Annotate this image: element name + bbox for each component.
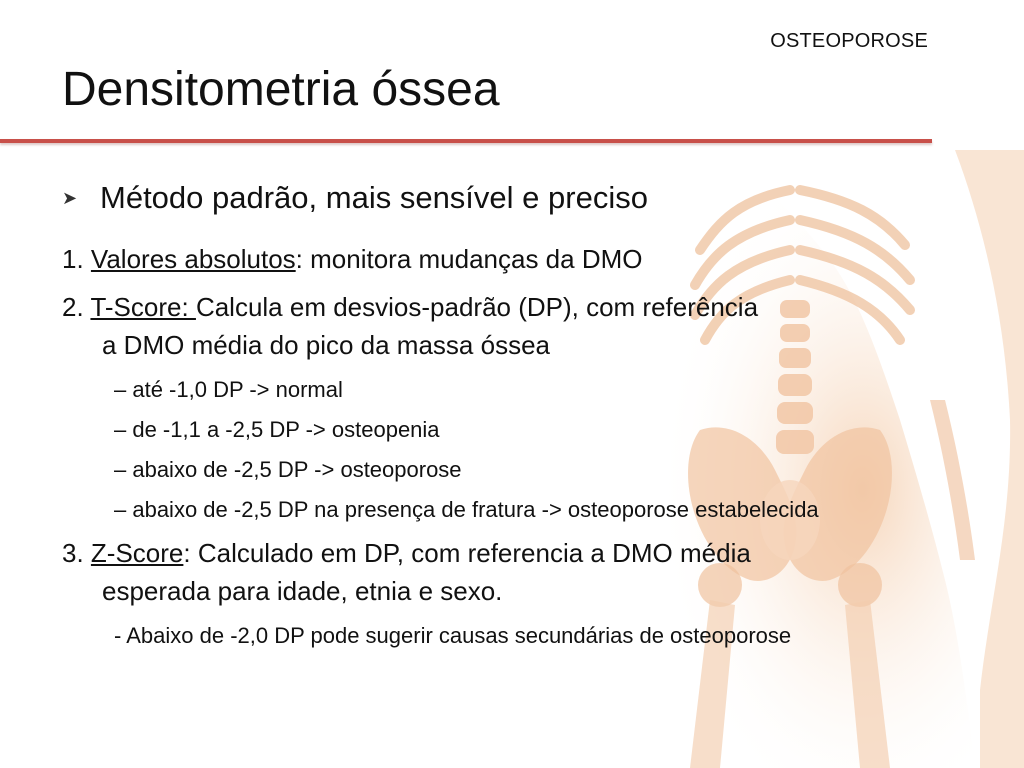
z-score-note: - Abaixo de -2,0 DP pode sugerir causas secundárias de osteoporose — [114, 623, 792, 648]
item-number: 1. — [62, 244, 84, 274]
item-t-score-continuation: a DMO média do pico da massa óssea — [102, 330, 550, 360]
item-term: Valores absolutos — [90, 244, 296, 274]
t-score-subitem: – até -1,0 DP -> normal — [114, 377, 343, 402]
arrow-bullet-icon: ➤ — [62, 187, 78, 208]
item-text: : Calculado em DP, com referencia a DMO média — [183, 538, 751, 568]
item-number: 2. — [62, 292, 84, 322]
t-score-subitem: – abaixo de -2,5 DP -> osteoporose — [114, 457, 462, 482]
item-term: T-Score: — [90, 292, 196, 322]
slide-content — [62, 180, 962, 662]
main-bullet — [62, 180, 962, 216]
t-score-subitem: – de -1,1 a -2,5 DP -> osteopenia — [114, 417, 440, 442]
item-t-score — [62, 290, 962, 324]
item-number: 3. — [62, 538, 84, 568]
item-term: Z-Score — [90, 538, 184, 568]
item-text: : monitora mudanças da DMO — [295, 244, 643, 274]
slide-title: Densitometria óssea — [62, 63, 500, 116]
item-z-score-continuation: esperada para idade, etnia e sexo. — [102, 576, 503, 606]
item-text: Calcula em desvios-padrão (DP), com referência — [195, 292, 759, 322]
t-score-subitem: – abaixo de -2,5 DP na presença de fratura -> osteoporose estabelecida — [114, 497, 819, 522]
title-divider — [0, 139, 932, 143]
section-label: OSTEOPOROSE — [770, 30, 928, 52]
item-z-score — [62, 536, 962, 570]
main-bullet-text: Método padrão, mais sensível e preciso — [100, 180, 648, 215]
item-absolute-values — [62, 242, 962, 276]
